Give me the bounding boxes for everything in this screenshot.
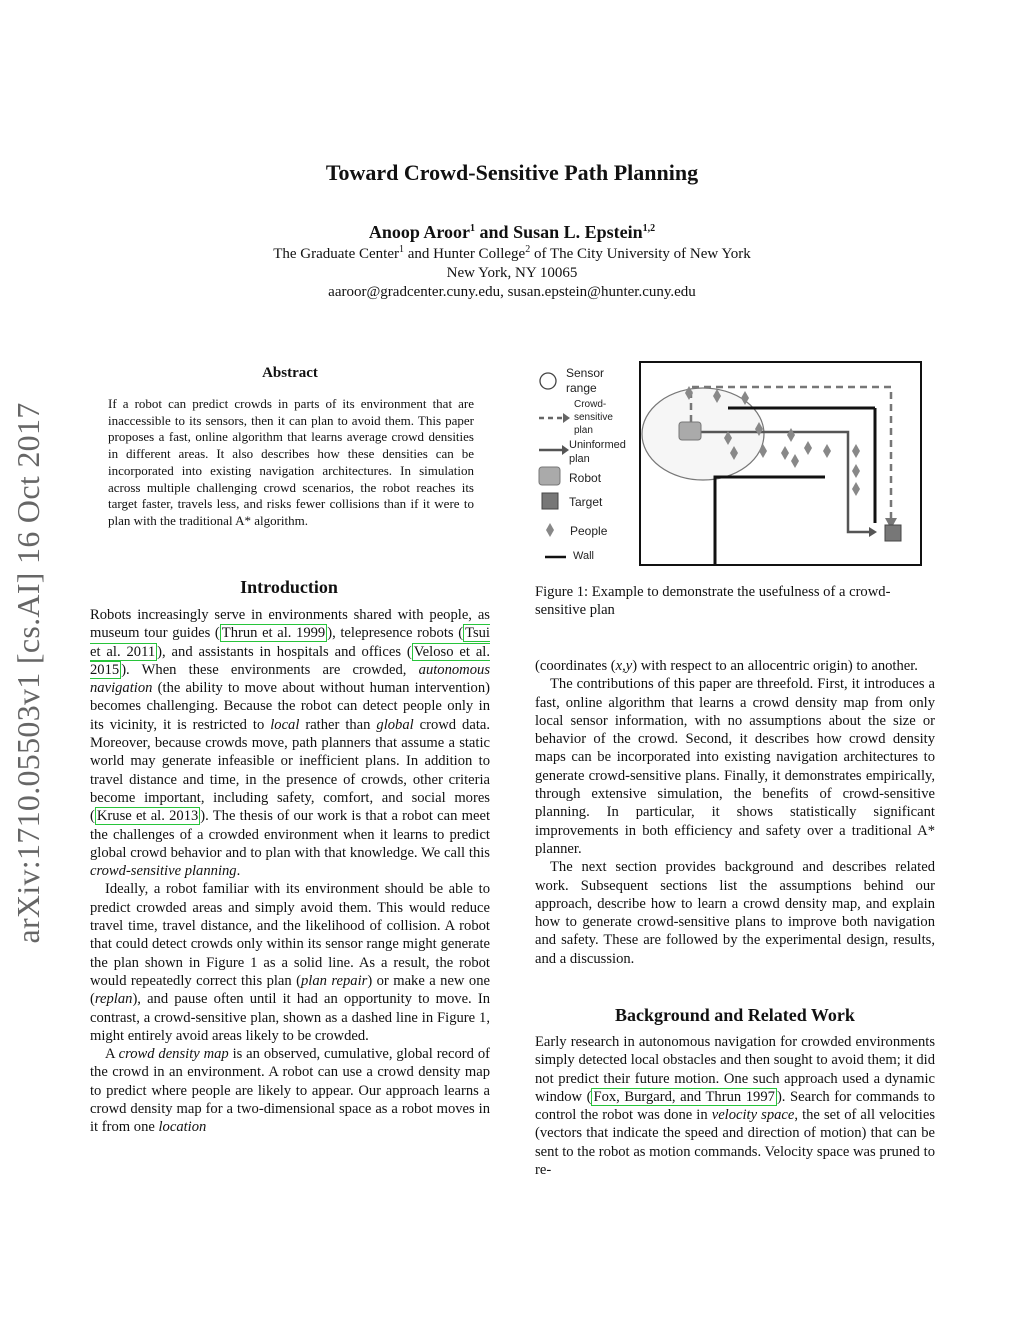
background-heading: Background and Related Work [615, 1005, 855, 1025]
affiliation-line [0, 245, 1024, 264]
affiliation-part: of The City University of New York [530, 246, 751, 262]
right-paragraph-3: The next section provides background and describes related work. Subsequent sections list the assumptions behind our approach, describe how to learn a crowd density map, and explain how to generate crowd-sensitive plans to improve both navigation and safety. These are followed by the experimental design, results, and a discussion. [535, 859, 935, 967]
intro-heading: Introduction [240, 577, 338, 597]
author-line [0, 222, 1024, 243]
legend-sensor-1: Sensor [566, 366, 605, 380]
text: is an observed, cumulative, global record of the crowd in an environment. A robot can use a crowd density map to predict where people are likely to appear. Our approach learns a crowd density map for a two-dimensional space as a robot moves in it from one [90, 1046, 490, 1136]
abstract-heading: Abstract [262, 365, 318, 381]
text: ). When these environments are crowded, [121, 661, 419, 678]
sensor-range-legend-icon [540, 373, 556, 389]
text: Robots increasingly serve in environments shared with people, as museum tour guides ( [90, 607, 490, 642]
affiliation-block [0, 245, 1024, 302]
affiliation-part: and Hunter College [404, 246, 526, 262]
dashed-arrow-legend-head [563, 413, 570, 423]
text: (the ability to move about without human intervention) becomes challenging. Because the robot can detect people only in its vicinity, it is restricted to [90, 680, 490, 733]
right-column-body [535, 657, 935, 968]
arxiv-stamp: arXiv:1710.05503v1 [cs.AI] 16 Oct 2017 [10, 402, 46, 944]
solid-arrow-legend-head [562, 445, 569, 455]
author-1-sup: 1 [470, 223, 476, 234]
legend-wall: Wall [573, 550, 594, 562]
author-1: Anoop Aroor [368, 222, 471, 242]
figure-1-diagram [533, 360, 933, 570]
affiliation-emails: aaroor@gradcenter.cuny.edu, susan.epstein@hunter.cuny.edu [328, 284, 696, 300]
target-legend-icon [542, 493, 558, 509]
intro-paragraph-1 [90, 606, 490, 880]
background-paragraph-1 [535, 1033, 935, 1179]
italic-term: x,y [615, 658, 633, 674]
legend-robot: Robot [569, 471, 602, 485]
affiliation-part: The Graduate Center [273, 246, 399, 262]
right-paragraph-1 [535, 657, 935, 675]
intro-paragraph-3 [90, 1045, 490, 1136]
legend-target: Target [569, 495, 603, 509]
text: ) or make a new one ( [90, 972, 490, 1008]
citation-link[interactable]: Veloso et al. 2015 [90, 643, 490, 678]
text: (coordinates ( [535, 658, 616, 674]
text: Early research in autonomous navigation for crowded environments simply detected local obstacles and then sought to avoid them; it did not predict their future motion. One such approach used a dynamic window ( [535, 1034, 935, 1105]
text: A [105, 1046, 119, 1063]
legend-people: People [570, 524, 608, 538]
intro-body [90, 606, 490, 1137]
author-and: and [475, 222, 514, 242]
text: ), and assistants in hospitals and offices ( [157, 643, 412, 660]
citation-link[interactable]: Kruse et al. 2013 [96, 808, 199, 825]
italic-term: plan repair [301, 972, 368, 989]
author-2-sup: 1,2 [642, 223, 656, 234]
background-body [535, 1033, 935, 1179]
text: ), and pause often until it had an opportunity to move. In contrast, a crowd-sensitive plan, shown as a dashed line in Figure 1, might entirely avoid areas likely to be crowded. [90, 991, 490, 1044]
italic-term: location [158, 1119, 207, 1136]
text: Ideally, a robot familiar with its environment should be able to predict crowded areas and simply avoid them. This would reduce travel time, travel distance, and the likelihood of collision. A robot that could detect crowds only within its sensor range might generate the plan shown in Figure 1 as a solid line. As a result, the robot would repeatedly correct this plan ( [90, 881, 490, 989]
text: ). The thesis of our work is that a robot can meet the challenges of a crowded environment when it learns to predict global crowd behavior and to plan with that knowledge. We call this [90, 808, 490, 861]
text: , the set of all velocities (vectors that indicate the speed and direction of motion) that can be sent to the robot as motion commands. Velocity space was pruned to re- [535, 1107, 935, 1179]
robot [679, 422, 701, 440]
italic-term: replan [94, 991, 133, 1008]
legend-uninformed-2: plan [569, 453, 590, 465]
affiliation-address: New York, NY 10065 [446, 265, 578, 281]
robot-legend-icon [539, 467, 560, 485]
author-2: Susan L. Epstein [513, 222, 643, 242]
right-paragraph-2: The contributions of this paper are threefold. First, it introduces a fast, online algorithm that learns a crowd density map from only local sensor information, with no assumptions about the size or behavior of the crowd. Second, it describes how crowd density maps can be incorporated into existing navigation architectures to generate crowd-sensitive plans. Finally, it demonstrates empirically, through extensive simulation, the benefits of crowd-sensitive planning. In particular, it shows statistically significant improvements in both efficiency and safety over a traditional A* planner. [535, 676, 935, 857]
intro-paragraph-2 [90, 880, 490, 1045]
italic-term: crowd-sensitive planning [90, 863, 237, 880]
citation-link[interactable]: Thrun et al. 1999 [221, 625, 326, 642]
legend-uninformed-1: Uninformed [569, 439, 626, 451]
figure-1 [533, 360, 933, 570]
citation-link[interactable]: Fox, Burgard, and Thrun 1997 [593, 1088, 775, 1105]
text: . [236, 863, 241, 880]
legend-crowd-3: plan [574, 425, 593, 436]
affiliation-sup: 1 [399, 244, 404, 255]
italic-term: autonomous navigation [90, 661, 490, 697]
text: rather than [299, 716, 377, 733]
text: ). Search for commands to control the robot was done in [535, 1088, 935, 1124]
paper-title: Toward Crowd-Sensitive Path Planning [325, 160, 699, 185]
legend-sensor-2: range [566, 381, 597, 395]
legend-crowd-2: sensitive [574, 412, 613, 423]
italic-term: global [376, 716, 414, 733]
text: crowd data. Moreover, because crowds move, path planners that assume a static world may generate infeasible or inefficient plans. In addition to travel distance and time, in the presence of crowds, other criteria become important, including safety, comfort, and social mores ( [90, 716, 490, 825]
citation-link[interactable]: Tsui et al. 2011 [90, 625, 490, 660]
italic-term: velocity space [711, 1107, 795, 1124]
legend-crowd-1: Crowd- [574, 399, 607, 410]
people-legend-icon [546, 523, 554, 537]
abstract-text: If a robot can predict crowds in parts of its environment that are inaccessible to its sensors, then it can plan to avoid them. This paper proposes a fast, online algorithm that learns average crowd densities in different areas. It also describes how these densities can be incorporated into existing navigation architectures. In simulation across multiple challenging crowd scenarios, the robot reaches its target faster, travels less, and risks fewer collisions than if it were to plan with the traditional A* algorithm. [108, 396, 474, 528]
target [885, 525, 901, 541]
text: ) with respect to an allocentric origin) to another. [632, 658, 918, 674]
text: ), telepresence robots ( [327, 625, 464, 642]
italic-term: crowd density map [118, 1046, 229, 1063]
italic-term: local [270, 716, 300, 733]
figure-caption: Figure 1: Example to demonstrate the usefulness of a crowd-sensitive plan [535, 584, 891, 619]
affiliation-sup: 2 [525, 244, 531, 255]
